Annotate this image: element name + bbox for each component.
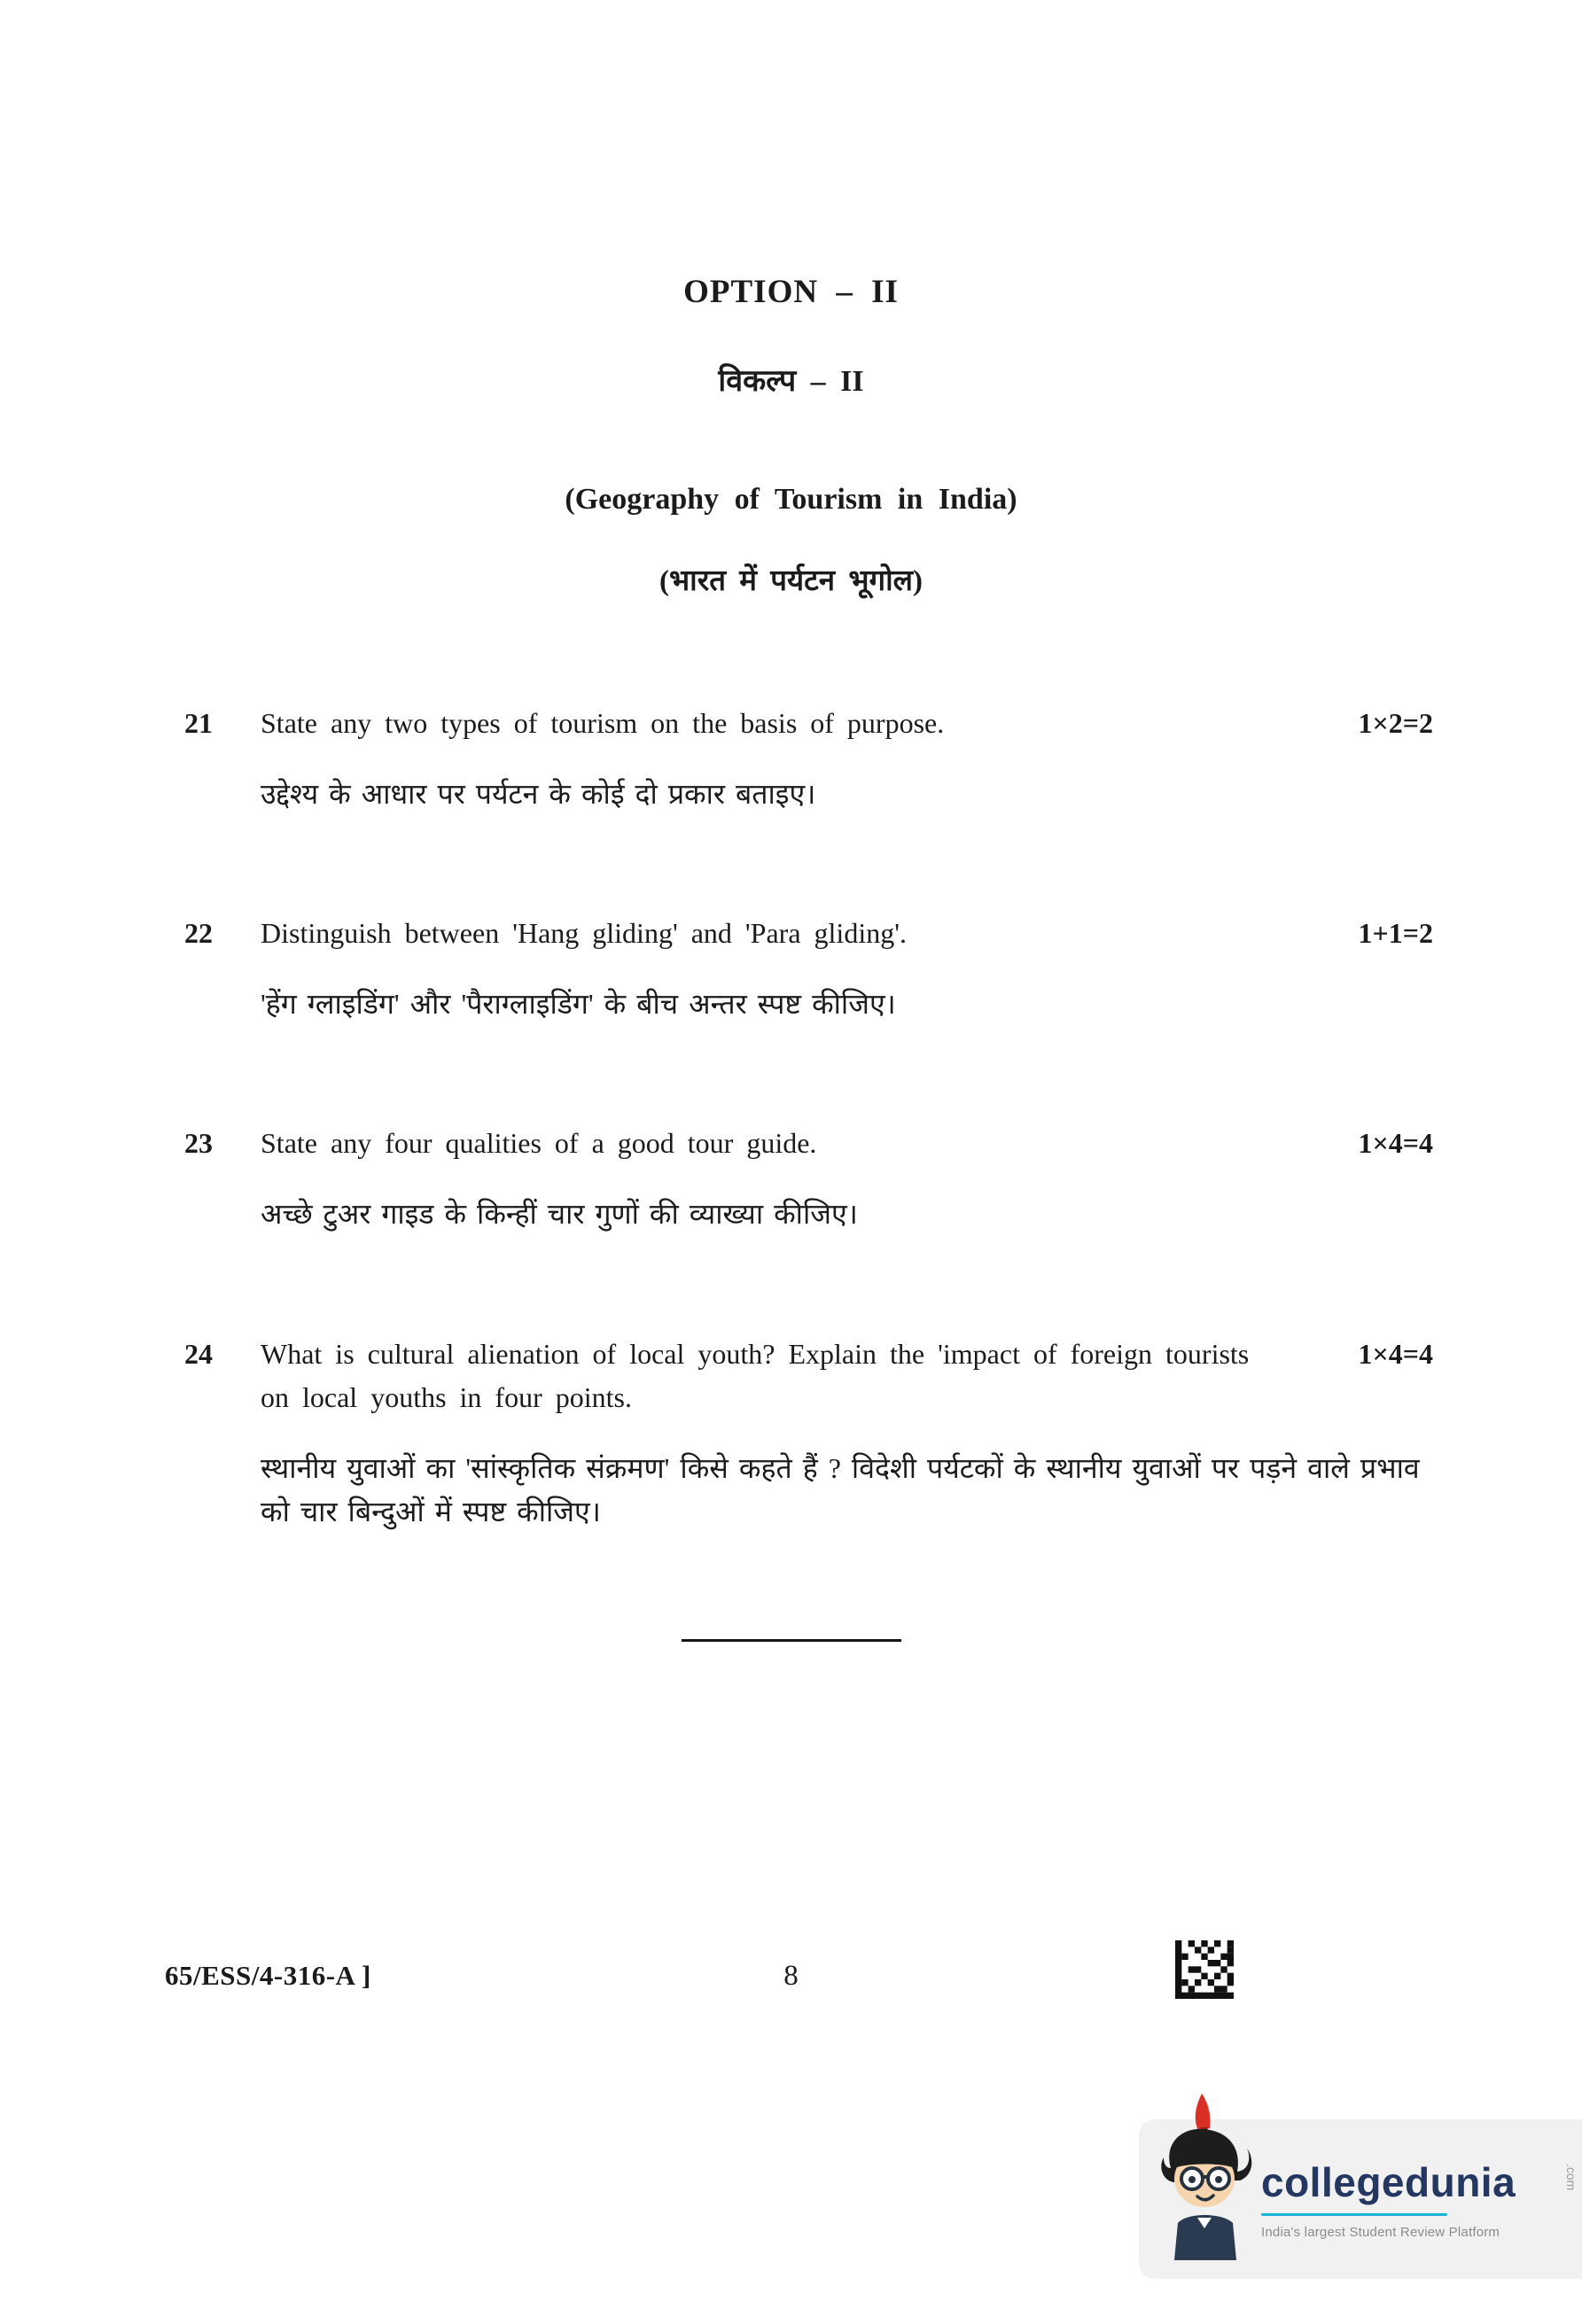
page-header <box>0 0 1582 599</box>
question-22 <box>184 912 1449 1026</box>
question-number: 21 <box>184 707 213 739</box>
brand-text-block <box>1261 2158 1516 2240</box>
question-number: 23 <box>184 1127 213 1160</box>
question-text-hindi: 'हेंग ग्लाइडिंग' और 'पैराग्लाइडिंग' के बीच अन्तर स्पष्ट कीजिए। <box>261 987 896 1020</box>
page-number: 8 <box>783 1960 799 1992</box>
end-of-section-rule <box>682 1639 901 1642</box>
collegedunia-watermark <box>1139 2119 1582 2279</box>
question-number: 22 <box>184 917 213 950</box>
question-marks: 1×4=4 <box>1358 1337 1433 1370</box>
option-title-hindi: विकल्प – II <box>718 365 864 398</box>
question-21 <box>184 702 1449 816</box>
question-marks: 1×4=4 <box>1358 1127 1433 1160</box>
question-text-english: State any four qualities of a good tour guide. <box>261 1127 817 1160</box>
collegedunia-logo-text: collegedunia <box>1261 2159 1516 2205</box>
question-text-english: What is cultural alienation of local youth? Explain the 'impact of foreign tourists on local youths in four points. <box>261 1337 1250 1414</box>
question-text-english: Distinguish between 'Hang gliding' and 'Para gliding'. <box>261 917 907 950</box>
question-number: 24 <box>184 1337 213 1370</box>
brand-domain-suffix: .com <box>1564 2164 1578 2191</box>
question-text-english: State any two types of tourism on the basis of purpose. <box>261 707 945 739</box>
subject-title: (Geography of Tourism in India) <box>565 483 1017 516</box>
question-text-hindi: अच्छे टुअर गाइड के किन्हीं चार गुणों की व्याख्या कीजिए। <box>261 1197 858 1230</box>
questions-section <box>0 702 1582 1535</box>
question-body <box>261 702 1449 816</box>
question-24 <box>184 1333 1449 1535</box>
question-body <box>261 1122 1449 1236</box>
question-23 <box>184 1122 1449 1236</box>
question-body <box>261 1333 1449 1535</box>
question-marks: 1+1=2 <box>1358 917 1433 950</box>
datamatrix-barcode <box>1175 1940 1234 1999</box>
option-title: OPTION – II <box>683 274 899 310</box>
question-marks: 1×2=2 <box>1358 707 1433 739</box>
collegedunia-mascot-icon <box>1151 2092 1256 2260</box>
paper-code: 65/ESS/4-316-A ] <box>165 1960 371 1991</box>
question-text-hindi: उद्देश्य के आधार पर पर्यटन के कोई दो प्रकार बताइए। <box>261 777 816 810</box>
brand-accent-line <box>1261 2213 1447 2216</box>
subject-title-hindi: (भारत में पर्यटन भूगोल) <box>659 565 923 597</box>
question-text-hindi: स्थानीय युवाओं का 'सांस्कृतिक संक्रमण' किसे कहते हैं ? विदेशी पर्यटकों के स्थानीय युवाओं पर पड़ने वाले प्रभाव को चार बिन्दुओं में स्पष्ट कीजिए। <box>261 1451 1420 1528</box>
brand-tagline: India's largest Student Review Platform <box>1261 2225 1500 2240</box>
question-body <box>261 912 1449 1026</box>
